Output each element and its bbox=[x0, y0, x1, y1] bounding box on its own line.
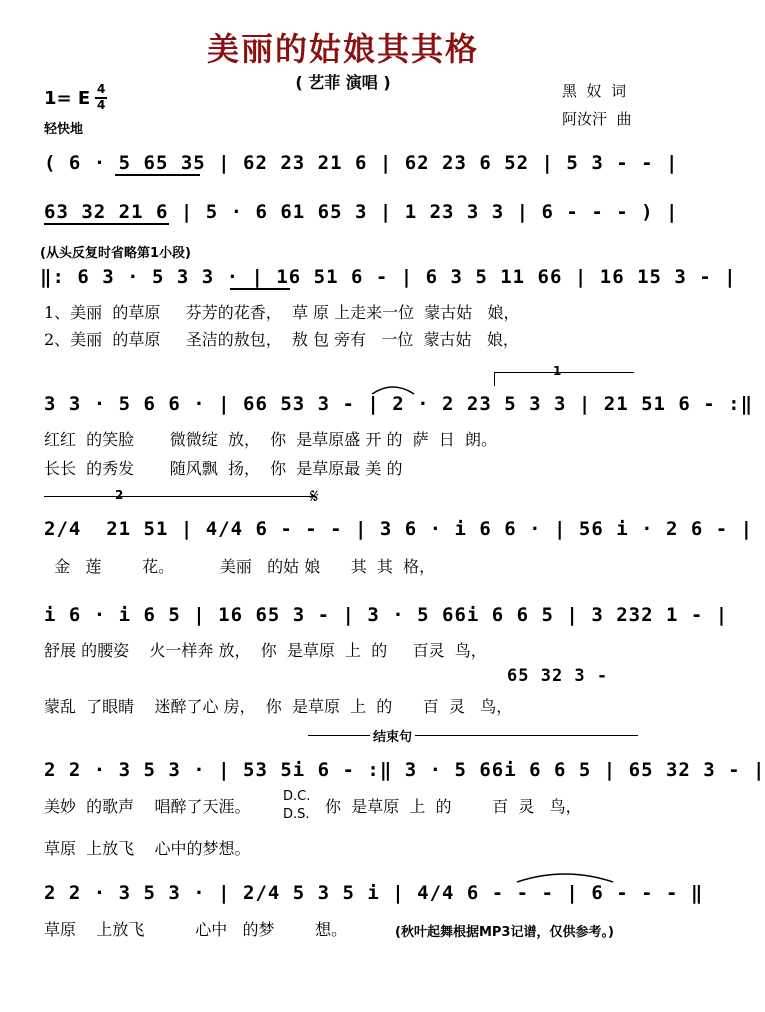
notation-row-7: 2 2 · 3 5 3 · | 53 5i 6 - :‖ 3 · 5 66i 6 6 5 | 65 32 3 - | bbox=[44, 759, 765, 781]
notation-row-5: 2/4 21 51 | 4/4 6 - - - | 3 6 · i 6 6 · | 56 i · 2 6 - | bbox=[44, 518, 754, 540]
slur-row4 bbox=[370, 380, 416, 396]
lyric-row-8: 草原 上放飞 心中 的梦 想。 bbox=[44, 920, 348, 939]
singer-credit: ( 艺菲 演唱 ) bbox=[295, 73, 391, 92]
time-signature-denominator: 4 bbox=[97, 98, 106, 112]
lyric-row-4-verse-1: 红红 的笑脸 微微绽 放， 你 是草原盛 开 的 萨 日 朗。 bbox=[44, 430, 497, 449]
notation-row-6: i 6 · i 6 5 | 16 65 3 - | 3 · 5 66i 6 6 5 | 3 232 1 - | bbox=[44, 604, 729, 626]
lyricist-credit: 黑 奴 词 bbox=[562, 82, 627, 100]
lyric-row-7-verse-1: 美妙 的歌声 唱醉了天涯。 bbox=[44, 797, 251, 816]
lyric-row-5: 金 莲 花。 美丽 的姑 娘 其 其 格， bbox=[44, 557, 436, 576]
beam-row1 bbox=[115, 174, 200, 176]
repeat-note: (从头反复时省略第1小段) bbox=[40, 246, 191, 261]
beam-row3 bbox=[230, 288, 290, 290]
volta-2-bracket bbox=[44, 496, 314, 497]
notation-row-8: 2 2 · 3 5 3 · | 2/4 5 3 5 i | 4/4 6 - - - | 6 - - - ‖ bbox=[44, 882, 704, 904]
segno-sign: 𝄋 bbox=[310, 484, 319, 508]
lyric-row-7-verse-1-end: 你 是草原 上 的 百 灵 鸟， bbox=[325, 797, 582, 816]
volta-2-number: 2 bbox=[115, 488, 124, 502]
key-signature: 1= E bbox=[44, 88, 91, 109]
lyric-row-4-verse-2: 长长 的秀发 随风飘 扬， 你 是草原最 美 的 bbox=[44, 459, 403, 478]
lyric-row-6-verse-2: 蒙乱 了眼睛 迷醉了心 房， 你 是草原 上 的 百 灵 鸟， bbox=[44, 697, 513, 716]
volta-1-bracket-left bbox=[494, 372, 495, 386]
notation-row-1: ( 6 · 5 65 35 | 62 23 21 6 | 62 23 6 52 | 5 3 - - | bbox=[44, 152, 679, 174]
time-signature-numerator: 4 bbox=[97, 82, 106, 96]
dc-ds-marking: D.C. D.S. bbox=[283, 789, 311, 822]
lyric-row-3-verse-1: 1、美丽 的草原 芬芳的花香， 草 原 上走来一位 蒙古姑 娘， bbox=[44, 303, 520, 322]
lyric-row-7-verse-2: 草原 上放飞 心中的梦想。 bbox=[44, 839, 251, 858]
lyric-row-3-verse-2: 2、美丽 的草原 圣洁的敖包， 敖 包 旁有 一位 蒙古姑 娘， bbox=[44, 330, 519, 349]
song-title: 美丽的姑娘其其格 bbox=[206, 30, 479, 68]
alt-notation-row-6: 65 32 3 - bbox=[507, 666, 609, 686]
volta-1-number: 1 bbox=[553, 364, 562, 378]
volta-1-bracket bbox=[494, 372, 634, 373]
ending-bracket bbox=[308, 735, 638, 736]
notation-row-2: 63 32 21 6 | 5 · 6 61 65 3 | 1 23 3 3 | 6 - - - ) | bbox=[44, 201, 679, 223]
tempo-marking: 轻快地 bbox=[44, 122, 84, 137]
notation-row-3: ‖: 6 3 · 5 3 3 · | 16 51 6 - | 6 3 5 11 66 | 16 15 3 - | bbox=[40, 266, 737, 288]
transcription-note: (秋叶起舞根据MP3记谱，仅供参考。) bbox=[395, 925, 614, 940]
composer-credit: 阿汝汗 曲 bbox=[562, 110, 632, 128]
tie-row8 bbox=[515, 866, 615, 884]
lyric-row-6-verse-1: 舒展 的腰姿 火一样奔 放， 你 是草原 上 的 百灵 鸟， bbox=[44, 641, 487, 660]
ending-label: 结束句 bbox=[370, 726, 415, 745]
beam-row2 bbox=[44, 223, 169, 225]
notation-row-4: 3 3 · 5 6 6 · | 66 53 3 - | 2 · 2 23 5 3 3 | 21 51 6 - :‖ bbox=[44, 393, 754, 415]
